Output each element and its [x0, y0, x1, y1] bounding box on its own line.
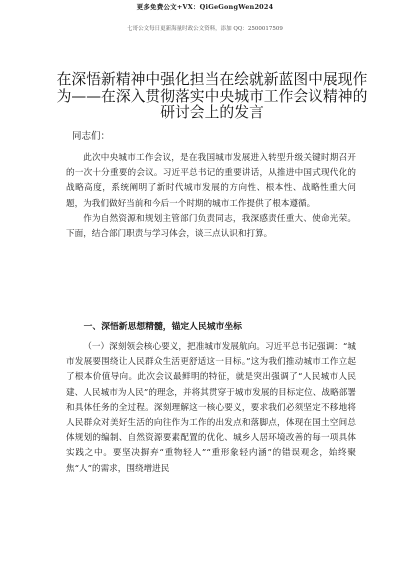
body-paragraph-2: 作为自然资源和规划主管部门负责同志，我深感责任重大、使命光荣。下面，结合部门职责与学习体会，谈三点认识和打算。: [66, 214, 356, 240]
section-paragraph: （一）深刻领会核心要义，把准城市发展航向。习近平总书记强调：“城市发展要围绕让人民群众生活更舒适这一目标。”这为我们推动城市工作立起了根本价值导向。此次会议最鲜明的特征，就是突出强调了“人民城市人民建、人民城市为人民”的理念，并将其贯穿于城市发展的目标定位、战略部署和具体任务的全过程。深刻理解这一核心要义，要求我们必须坚定不移地将人民群众对美好生活的向往作为工作的出发点和落脚点，体现在国土空间总体规划的编制、自然资源要素配置的优化、城乡人居环境改善的每一项具体实践之中。要坚决摒弃“重物轻人”“重形象轻内涵”的错误观念，始终聚焦“人”的需求，围绕增进民: [66, 342, 356, 474]
source-note: 七哥公文每日更新海量时政公文资料，添加 QQ：2500017509: [127, 26, 283, 32]
section-heading: 一、深悟新思想精髓，锚定人民城市坐标: [83, 322, 242, 332]
body-paragraph-1: 此次中央城市工作会议，是在我国城市发展进入转型升级关键时期召开的一次十分重要的会议。习近平总书记的重要讲话，从推进中国式现代化的战略高度，系统阐明了新时代城市发展的方向性、根本性、战略性重大问题，为我们做好当前和今后一个时期的城市工作提供了根本遵循。: [66, 153, 356, 209]
document-title: 在深悟新精神中强化担当在绘就新蓝图中展现作为——在深入贯彻落实中央城市工作会议精神的研讨会上的发言: [56, 71, 368, 121]
top-banner: 更多免费公文+VX：QiGeGongWen2024: [136, 3, 274, 11]
salutation: 同志们：: [72, 131, 111, 142]
